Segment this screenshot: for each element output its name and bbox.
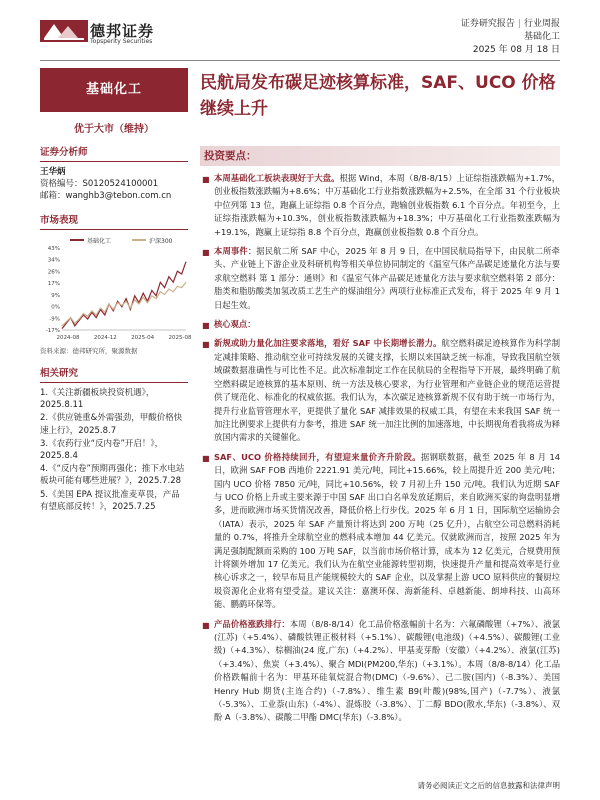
point-text: 根据 Wind，本周（8/8-8/15）上证综指涨跌幅为+1.7%，创业板指数涨跌幅为+8.6%；中万基础化工行业指数涨跌幅为+2.5%，在全部 31 个行业板块中位列第 13 位，跑赢上证综指 0.8 个百分点，跑输创业板指数 6.1 个百分点。年初至今，上证综指涨跌幅为+10.3%，创业板指数涨跌幅为+18.3%；中万基础化工行业指数涨跌幅为+19.1%，跑赢上证综指 8.8 个百分点，跑赢创业板指数 0.8 个百分点。 (214, 173, 560, 237)
report-title: 民航局发布碳足迹核算标准，SAF、UCO 价格继续上升 (200, 73, 556, 119)
point-saf-policy (200, 337, 560, 444)
x-tick-label: 2025-08 (168, 335, 192, 341)
x-tick-label: 2024-12 (93, 335, 117, 341)
analyst-email[interactable]: 邮箱：wanghb3@tebon.com.cn (40, 191, 172, 201)
analyst-cert: 资格编号：S0120524100001 (40, 179, 159, 189)
point-text: 本周（8/8-8/14）化工品价格涨幅前十名为：六氟磷酸锂（+7%）、液氯(江苏)（+5.4%）、磷酸铁锂正极材料（+5.1%）、碳酸锂(电池级)（+4.5%）、碳酸锂(工业级)（+4.3%）、棕榈油(24 度,广东)（+4.2%）、甲基麦芽酚（安徽）（+4.2%）、液氯(江苏)（+3.4%）、焦炭（+3.4%）、聚合 MDI(PM200,华东)（+3.1%）。本周（8/8-8/14）化工品价格跌幅前十名为：甲基环硅氧烷混合物(DMC)（-9.6%）、己二胺(国内)（-8.3%）、美国 Henry Hub 期货(主连合约)（-7.8%）、维生素 B9(叶酸)(98%,国产)（-7.7%）、液氯（-5.3%）、工业萘(山东)（-4%）、混炼胶（-3.8%）、丁二醇 BDO(散水,华东)（-3.8%）、双酚 A（-3.8%）、碳酸二甲酯 DMC(华东)（-3.8%）。 (214, 618, 560, 723)
market-chart (40, 234, 192, 344)
bullet-icon: ■ (202, 175, 210, 184)
point-price-ranking (200, 618, 560, 725)
analyst-heading: 证券分析师 (40, 144, 188, 162)
y-tick-label: -9% (49, 316, 60, 323)
point-lead: 产品价格涨跌排行： (214, 618, 290, 629)
chart-source: 资料来源：德邦研究所，聚源数据 (40, 347, 138, 355)
market-heading: 市场表现 (40, 212, 188, 230)
x-tick-label: 2024-08 (56, 335, 80, 341)
main-content (200, 70, 560, 725)
point-lead: 本周事件： (214, 246, 257, 257)
bullet-icon: ■ (202, 321, 210, 331)
y-tick-label: 43% (47, 246, 60, 252)
related-list (40, 387, 188, 513)
tebon-logo-icon (40, 20, 88, 42)
sector-banner: 基础化工 (40, 68, 188, 112)
related-item[interactable]: 4.《“反内卷”预期再强化；推下水电站板块可能有哪些进展？》，2025.7.28 (40, 464, 185, 487)
page-header (0, 0, 600, 62)
point-text: 据民航二所 SAF 中心，2025 年 8 月 9 日，在中国民航局指导下，由民航二所牵头、产业链上下游企业及科研机构等相关单位协同制定的《温室气体产品碳足迹量化方法与要求航空燃料 第 1 部分：通则》和《温室气体产品碳足迹量化方法与要求航空燃料第 2 部分：脂类和脂肪酸类加氢改质工艺生产的煤油组分》两项行业标准正式发布，将于 2025 年 9 月 1 日起生效。 (214, 246, 560, 310)
point-lead: 核心观点： (214, 319, 256, 330)
x-tick-label: 2025-04 (131, 335, 155, 341)
bullet-icon: ■ (202, 453, 210, 463)
report-meta: 证券研究报告 | 行业周报 基础化工 2025 年 08 月 18 日 (460, 19, 560, 55)
header-divider (40, 60, 560, 61)
related-item[interactable]: 1.《关注新疆板块投资机遇》，2025.8.11 (40, 388, 155, 411)
y-tick-label: 9% (51, 292, 60, 299)
y-tick-label: 34% (47, 257, 60, 264)
point-lead: SAF、UCO 价格持续回升，有望迎来量价齐升阶段。 (214, 451, 421, 462)
analyst-name: 王华炳 (40, 167, 66, 177)
rating-label: 优于大市（维持） (74, 124, 154, 135)
y-tick-label: 17% (47, 281, 60, 288)
point-saf-price (200, 451, 560, 612)
disclaimer-footer: 请务必阅读正文之后的信息披露和法律声明 (417, 781, 560, 790)
key-points-heading: 投资要点： (200, 146, 560, 166)
analyst-info (40, 166, 188, 202)
legend-label: 基础化工 (87, 238, 112, 245)
report-date: 2025 年 08 月 18 日 (472, 45, 560, 55)
bullet-icon: ■ (202, 620, 210, 630)
point-event (200, 245, 560, 312)
point-text: 据钢联数据，截至 2025 年 8 月 14 日，欧洲 SAF FOB 西地价 2221.91 美元/吨，同比+15.66%，较上周提升近 200 美元/吨；国内 UCO 价格 7850 元/吨，同比+10.56%，较 7 月初上升 150 元/吨。我们认为近期 SAF 与 UCO 价格上升或主要来源于中国 SAF 出口白名单发放延期后，来自欧洲买家的询盘明显增多，进而欧洲市场买货情况改善，降低价格上行步伐。2025 年 6 月 1 日，国际航空运输协会（IATA）表示，2025 年 SAF 产量预计将达到 200 万吨（25 亿升），占航空公司总燃料消耗量的 0.7%，将推升全球航空业的燃料成本增加 44 亿美元。仅就欧洲而言，按照 2025 年为满足强制配额而采购的 100 万吨 SAF，以当前市场价格计算，成本为 12 亿美元，合规费用预计将额外增加 17 亿美元。我们认为在航空业能源转型初期，快速提升产量和提高效率是行业核心诉求之一，较早布局且产能规模较大的 SAF 企业，以及掌握上游 UCO 原料供应的餐厨垃圾资源化企业将有望受益。建议关注：嘉澳环保、海新能科、卓越新能、朗坤科技、山高环能、鹏鹞环保等。 (214, 451, 561, 610)
report-kind: 行业周报 (523, 19, 560, 29)
report-type: 证券研究报告 (460, 19, 515, 29)
sidebar (40, 68, 192, 514)
bullet-icon: ■ (202, 340, 210, 350)
bullet-icon: ■ (202, 248, 210, 258)
brand-name: 德邦证券 (90, 22, 155, 40)
y-tick-label: -17% (45, 328, 60, 334)
point-performance (200, 172, 560, 239)
point-lead: 本周基础化工板块表现好于大盘。 (214, 173, 340, 183)
point-core-view (200, 318, 560, 331)
related-heading: 相关研究 (40, 365, 188, 383)
industry-label: 基础化工 (523, 32, 560, 42)
point-text: 航空燃料碳足迹核算作为科学制定减排策略、推动航空业可持续发展的关键支撑，长期以来国缺乏统一标准，导致我国航空领域碳数据准确性与可比性不足。此次标准制定工作在民航局的全程指导下开展，最终明确了航空燃料碳足迹核算的基本原则、统一方法及核心要求，为行业管理和产业链企业的规范运营提供了规范化、标准化的权威依据。我们认为，本次碳足迹核算新规不仅有助于统一市场行为，提升行业监管管理水平，更提供了量化 SAF 减排效果的权威工具，有望在未来我国 SAF 统一加注比例要求上提供有力参考，推进 SAF 统一加注比例的加速落地，中长期视角看我将成为释放国内需求的关键催化。 (214, 338, 560, 443)
related-item[interactable]: 5.《美国 EPA 提议批准麦草畏，产品有望底部反转！》，2025.7.25 (40, 489, 180, 512)
point-lead: 新规或助力量化加注要求落地，看好 SAF 中长期增长潜力。 (214, 338, 442, 349)
market-chart-svg (40, 234, 192, 344)
related-item[interactable]: 3.《农药行业“反内卷”开启！》，2025.8.4 (40, 438, 164, 462)
brand-name-en: Topsperity Securities (90, 38, 153, 45)
series-line (62, 262, 186, 329)
y-tick-label: 26% (47, 269, 60, 276)
related-item[interactable]: 2.《供应链重&外需强劲，甲酸价格快速上行》，2025.8.7 (40, 413, 183, 436)
legend-label: 沪深300 (149, 238, 173, 245)
y-tick-label: 0% (51, 304, 60, 311)
